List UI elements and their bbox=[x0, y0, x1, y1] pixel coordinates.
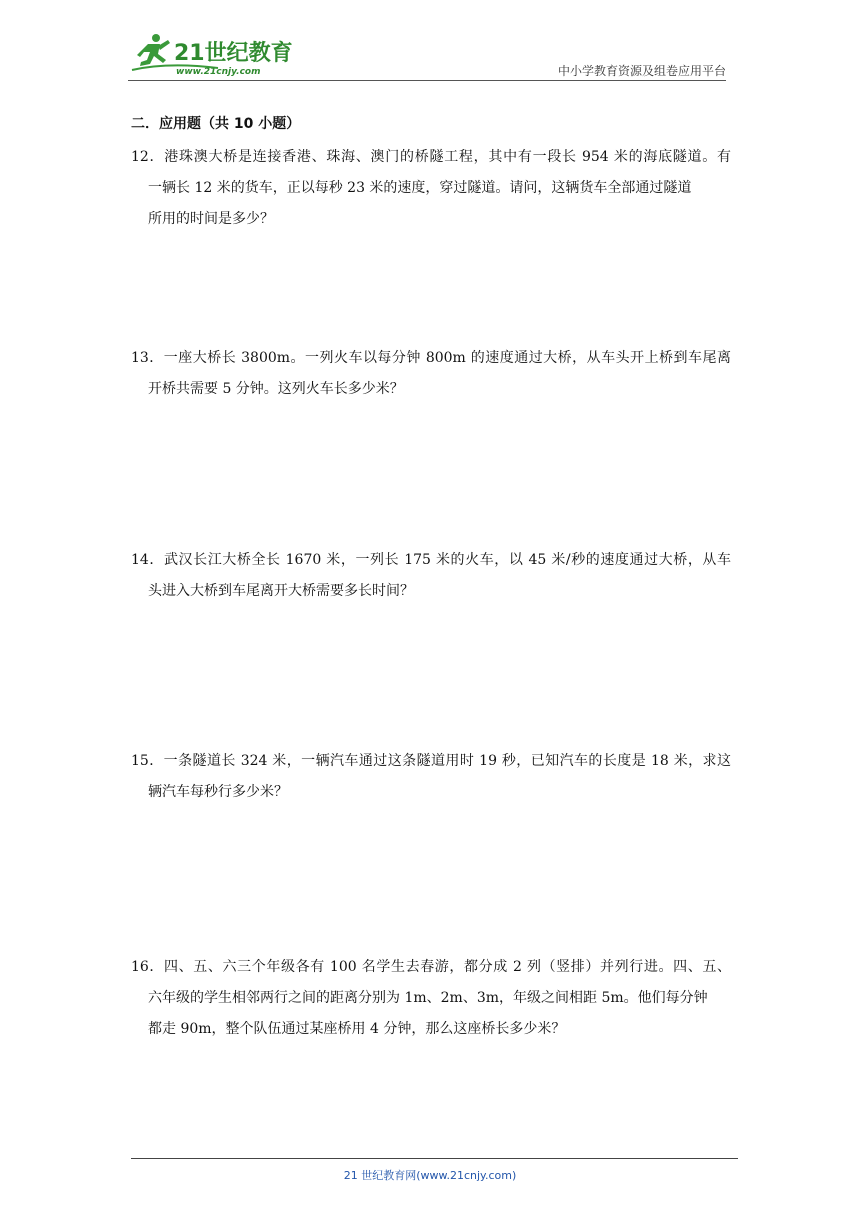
section-title: 二．应用题（共 10 小题） bbox=[131, 116, 301, 132]
header-divider bbox=[128, 80, 726, 81]
footer-link[interactable]: 21 世纪教育网(www.21cnjy.com) bbox=[343, 1169, 517, 1182]
question-line: 一辆长 12 米的货车，正以每秒 23 米的速度，穿过隧道。请问，这辆货车全部通过隧道 bbox=[148, 180, 692, 196]
question-13 bbox=[131, 343, 731, 405]
question-line: 16．四、五、六三个年级各有 100 名学生去春游，都分成 2 列（竖排）并列行进。四、五、 bbox=[131, 959, 731, 975]
question-line: 辆汽车每秒行多少米？ bbox=[148, 784, 288, 800]
logo-url-text: www.21cnjy.com bbox=[176, 67, 261, 77]
question-line: 15．一条隧道长 324 米，一辆汽车通过这条隧道用时 19 秒，已知汽车的长度是 18 米，求这 bbox=[131, 753, 731, 769]
question-line: 13．一座大桥长 3800m。一列火车以每分钟 800m 的速度通过大桥，从车头开上桥到车尾离 bbox=[131, 350, 731, 366]
question-15 bbox=[131, 746, 731, 808]
question-line: 开桥共需要 5 分钟。这列火车长多少米？ bbox=[148, 381, 404, 397]
question-line: 所用的时间是多少？ bbox=[148, 211, 274, 227]
platform-name: 中小学教育资源及组卷应用平台 bbox=[557, 64, 726, 78]
question-line: 六年级的学生相邻两行之间的距离分别为 1m、2m、3m，年级之间相距 5m。他们每分钟 bbox=[148, 990, 708, 1006]
question-14 bbox=[131, 545, 731, 607]
question-line: 14．武汉长江大桥全长 1670 米，一列长 175 米的火车，以 45 米/秒的速度通过大桥，从车 bbox=[131, 552, 731, 568]
question-16 bbox=[131, 952, 731, 1045]
question-line: 12．港珠澳大桥是连接香港、珠海、澳门的桥隧工程，其中有一段长 954 米的海底隧道。有 bbox=[131, 149, 731, 165]
logo-text: 21世纪教育 bbox=[174, 41, 293, 66]
question-12 bbox=[131, 142, 731, 235]
site-logo bbox=[128, 30, 298, 80]
page-header bbox=[128, 30, 726, 82]
footer-divider bbox=[131, 1158, 738, 1159]
question-line: 都走 90m，整个队伍通过某座桥用 4 分钟，那么这座桥长多少米？ bbox=[148, 1021, 566, 1037]
question-line: 头进入大桥到车尾离开大桥需要多长时间？ bbox=[148, 583, 414, 599]
